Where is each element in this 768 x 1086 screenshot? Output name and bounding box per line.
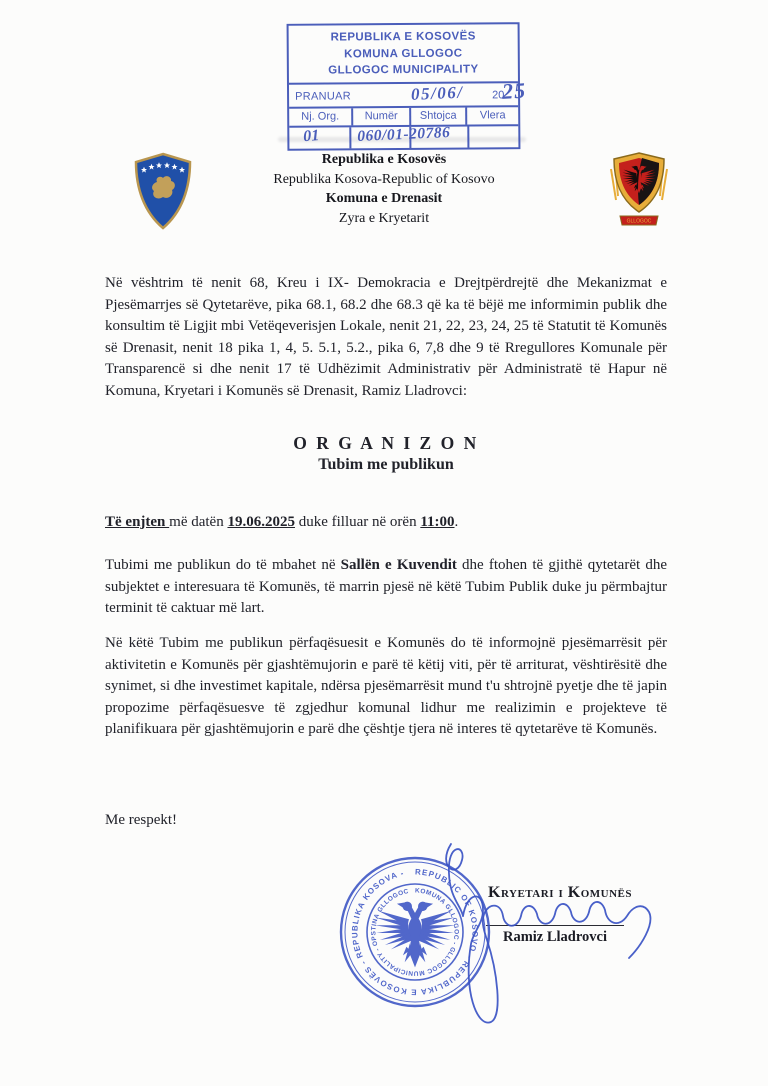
event-time: 11:00 [420, 514, 455, 530]
event-date: 19.06.2025 [227, 514, 295, 530]
stamp-outer-ring-text: REPUBLIC OF KOSOVO - REPUBLIKA E KOSOVËS - REPUBLIKA KOSOVA - [350, 867, 480, 997]
venue-text-pre: Tubimi me publikun do të mbahet në [105, 557, 341, 573]
org-unit-value-handwritten: 01 [302, 126, 320, 145]
date-text-1: më datën [169, 514, 228, 530]
paragraph-venue [105, 555, 667, 620]
col-value: Vlera [465, 107, 518, 124]
weekday-text: Të enjten [105, 514, 170, 530]
intake-registry-stamp [287, 22, 527, 150]
letterhead-line-3: Komuna e Drenasit [325, 191, 443, 206]
received-date-handwritten: 05/06/ [410, 82, 464, 104]
stamp-grid-line [349, 127, 351, 148]
signer-title: Kryetari i Komunës [488, 884, 632, 901]
stamp-column-headers [289, 105, 518, 126]
date-text-2: duke filluar në orën [294, 514, 421, 530]
date-period: . [454, 514, 459, 530]
paragraph-agenda: Në këtë Tubim me publikun përfaqësuesit e Komunës do të informojnë pjesëmarrësit për aktivitetin e Komunës për gjashtëmujorin e parë të këtij viti, për të arriturat, vështirësitë dhe synimet, si dhe investimet kapitale, ndërsa pjesëmarrësit mund t'u shtrojnë pyetje dhe të japin propozime përfaqësuesve të zgjedhur komunal lidhur me realizimin e projekteve të planifikuara për gjashtëmujorin e parë dhe çështje tjera në interes të qytetarëve të Komunës. [105, 635, 667, 738]
heading-organizon: O R G A N I Z O N [293, 433, 479, 453]
col-attachment: Shtojca [409, 107, 465, 124]
received-label: PRANUAR [295, 89, 351, 103]
intake-stamp-header [289, 24, 518, 82]
letterhead-line-2: Republika Kosova-Republic of Kosovo [273, 171, 495, 187]
venue-name: Sallën e Kuvendit [340, 557, 457, 573]
stamp-grid-line [467, 126, 469, 147]
received-row [289, 77, 527, 107]
venue-text-post: dhe ftohen të gjithë qytetarët dhe subjektet e interesuara të Komunës, të marrin pjesë në këtë Tubim Publik duke ju përmbajtur terminit të caktuar më lart. [105, 557, 667, 617]
stamp-title-line-1: REPUBLIKA E KOSOVËS [330, 30, 476, 44]
heading-public-gathering: Tubim me publikun [318, 456, 454, 473]
emblem-banner-text: GLLOGOC [626, 218, 652, 225]
stamp-title-line-3: GLLOGOC MUNICIPALITY [328, 63, 479, 77]
stamp-title-line-2: KOMUNA GLLOGOC [344, 47, 463, 60]
gllogoc-municipal-emblem-icon [608, 150, 670, 238]
year-printed: 20 [492, 88, 505, 101]
col-number: Numër [351, 107, 409, 124]
stamp-values-row [289, 124, 518, 149]
paragraph-legal-basis: Në vështrim të nenit 68, Kreu i IX- Demokracia e Drejtpërdrejtë dhe Mekanizmat e Pjesëmarrjes së Qytetarëve, pika 68.1, 68.2 dhe 68.3 që ka të bëjë me informimin publik dhe konsultim të Ligjit mbi Vetëqeverisjen Lokale, nenit 21, 22, 23, 24, 25 të Statutit të Komunës së Drenasit, nenit 18 pika 1, 4, 5. 5.1, 5.2., pika 6, 7,8 dhe 9 të Rregullores Komunale për Transparencë si dhe nenit 17 të Udhëzimit Administrativ për Administratë të Hapur në Komuna, Kryetari i Komunës së Drenasit, Ramiz Lladrovci: [105, 275, 667, 399]
letterhead-line-1: Republika e Kosovës [321, 152, 447, 167]
closing-salutation: Me respekt! [105, 812, 178, 828]
letterhead-line-4: Zyra e Kryetarit [338, 210, 430, 226]
stamp-inner-ring-text: KOMUNA GLLOGOC - GLLOGOC MUNICIPALITY - OPSTINA GLLOGOC [370, 887, 460, 977]
col-org-unit: Nj. Org. [301, 109, 340, 123]
handwritten-signature [433, 840, 668, 1035]
year-handwritten: 25 [501, 77, 527, 104]
protocol-number-handwritten: 060/01-20786 [357, 123, 451, 145]
date-time-line [105, 514, 458, 531]
signer-name: Ramiz Lladrovci [502, 929, 608, 945]
